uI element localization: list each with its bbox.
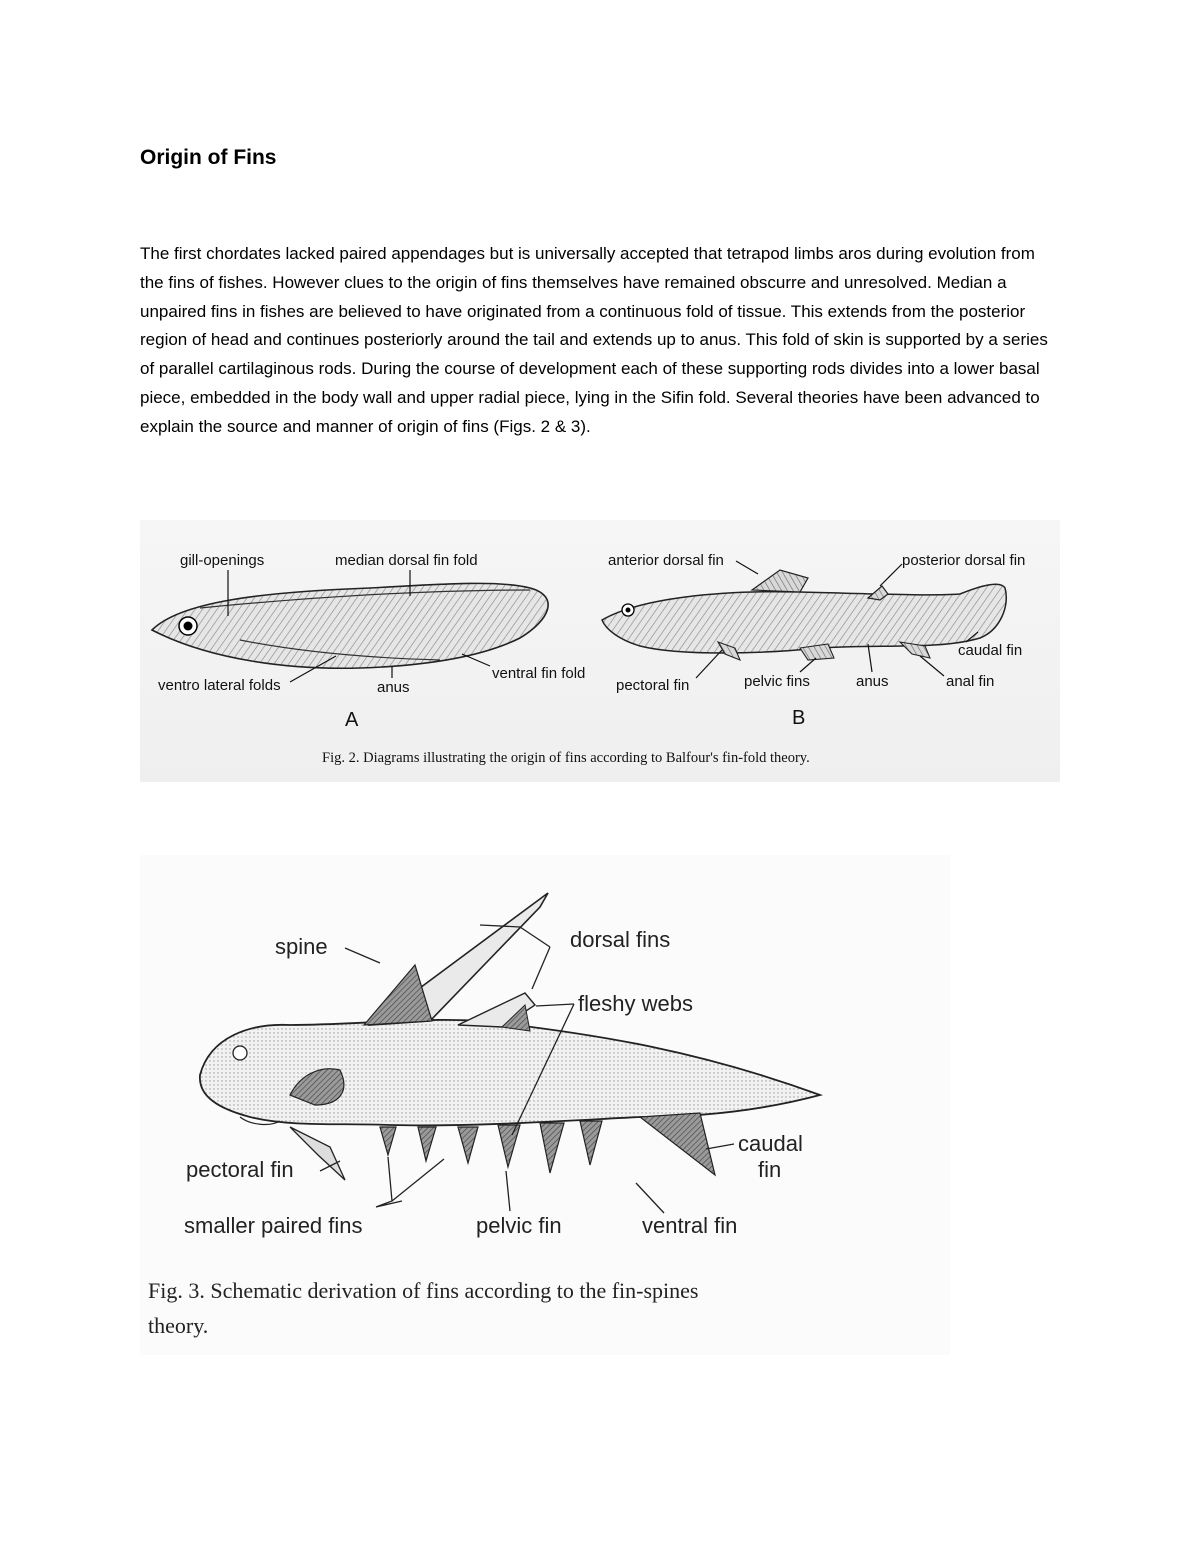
label-caudal-fin-word: fin (758, 1157, 782, 1182)
label-dorsal-fins: dorsal fins (570, 927, 671, 952)
figure-3-caption-line2: theory. (148, 1313, 209, 1338)
label-ventro-lateral-folds: ventro lateral folds (158, 677, 281, 694)
label-gill-openings: gill-openings (180, 552, 265, 569)
figure-2-caption: Fig. 2. Diagrams illustrating the origin of fins according to Balfour's fin-fold theory. (322, 750, 810, 766)
label-spine: spine (275, 934, 328, 959)
fig3-illustration (140, 855, 950, 1355)
label-caudal-fin: caudal fin (958, 642, 1023, 659)
label-pelvic-fins: pelvic fins (744, 673, 810, 690)
label-median-dorsal-fin-fold: median dorsal fin fold (335, 552, 478, 569)
label-anus-b: anus (856, 673, 889, 690)
label-anterior-dorsal-fin: anterior dorsal fin (608, 552, 724, 569)
label-ventral-fin: ventral fin (642, 1213, 738, 1238)
label-caudal: caudal (738, 1131, 803, 1156)
figure-3 (140, 855, 950, 1355)
label-anal-fin: anal fin (946, 673, 995, 690)
label-pelvic-fin: pelvic fin (476, 1213, 562, 1238)
panel-letter-a: A (345, 709, 359, 731)
label-pectoral-fin-b: pectoral fin (616, 677, 690, 694)
panel-letter-b: B (792, 707, 806, 729)
label-smaller-paired-fins: smaller paired fins (184, 1213, 363, 1238)
label-pectoral-fin: pectoral fin (186, 1157, 294, 1182)
eye-icon (233, 1046, 247, 1060)
label-anus-a: anus (377, 679, 410, 696)
fig2-illustration (140, 520, 1060, 782)
label-ventral-fin-fold: ventral fin fold (492, 665, 586, 682)
page-title: Origin of Fins (140, 146, 277, 169)
figure-3-caption-line1: Fig. 3. Schematic derivation of fins according to the fin-spines (148, 1278, 699, 1303)
label-posterior-dorsal-fin: posterior dorsal fin (902, 552, 1026, 569)
body-paragraph: The first chordates lacked paired appendages but is universally accepted that tetrapod limbs aros during evolution from the fins of fishes. However clues to the origin of fins themselves have remained obscurre and unresolved. Median a unpaired fins in fishes are believed to have originated from a continuous fold of tissue. This extends from the posterior region of head and continues posteriorly around the tail and extends up to anus. This fold of skin is supported by a series of parallel cartilaginous rods. During the course of development each of these supporting rods divides into a lower basal piece, embedded in the body wall and upper radial piece, lying in the Sifin fold. Several theories have been advanced to explain the source and manner of origin of fins (Figs. 2 & 3). (140, 244, 1048, 436)
figure-2 (140, 520, 1060, 782)
label-fleshy-webs: fleshy webs (578, 991, 693, 1016)
